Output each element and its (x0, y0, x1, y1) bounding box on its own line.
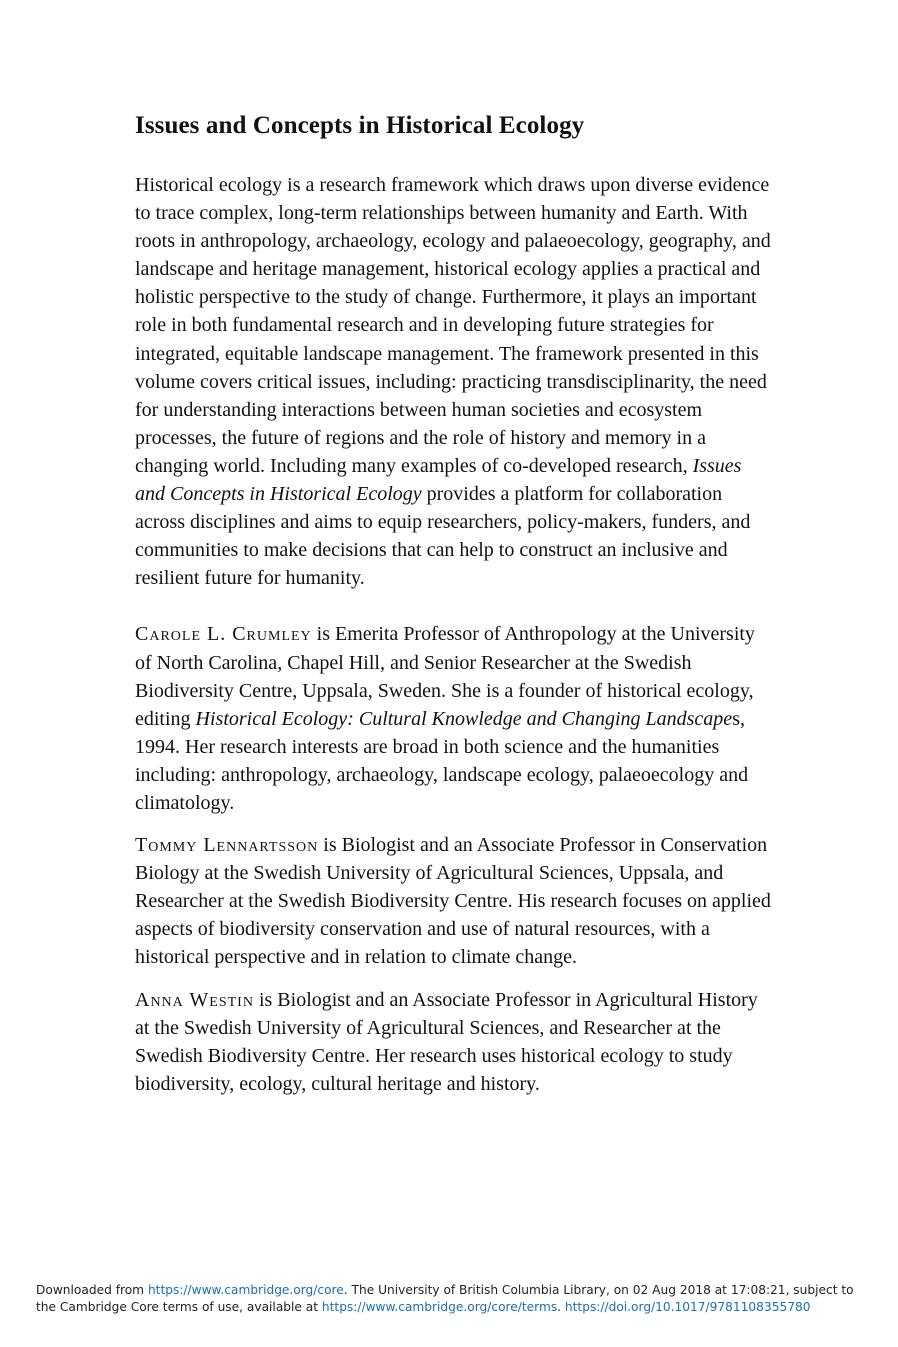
main-content (135, 112, 775, 1098)
author-name: Carole L. Crumley (135, 623, 312, 646)
book-title: Issues and Concepts in Historical Ecology (135, 112, 585, 139)
bio-text-start: is Emerita Professor of Anthropology at the University of North Carolina, Chapel Hill, and Senior Researcher at the Swedish Biodiversity Centre, Uppsala, Sweden. She is a founder of historical ecology, editing (135, 623, 755, 730)
author-bio-lennartsson (135, 831, 775, 971)
author-name: Tommy Lennartsson (135, 834, 319, 857)
book-description (135, 171, 775, 592)
description-text-end: provides a platform for collaboration across disciplines and aims to equip researchers, policy-makers, funders, and communities to make decisions that can help to construct an inclusive and resilient future for humanity. (135, 483, 751, 590)
footer-text-3: . (557, 1300, 565, 1314)
description-book-title-italic: Issues and Concepts in Historical Ecology (135, 454, 742, 506)
bio-text-end: s, 1994. Her research interests are broad in both science and the humanities including: anthropology, archaeology, landscape ecology, palaeoecology and climatology. (135, 707, 749, 814)
bio-book-title-italic: Historical Ecology: Cultural Knowledge and Changing Landscape (195, 707, 733, 730)
author-bio-crumley (135, 620, 775, 817)
cambridge-core-link[interactable]: https://www.cambridge.org/core (147, 1283, 344, 1297)
doi-link[interactable]: https://doi.org/10.1017/9781108355780 (564, 1300, 811, 1314)
author-bio-westin (135, 986, 775, 1098)
author-name: Anna Westin (135, 988, 254, 1011)
footer-text-1: Downloaded from (36, 1283, 148, 1297)
terms-link[interactable]: https://www.cambridge.org/core/terms (321, 1300, 558, 1314)
description-text-start: Historical ecology is a research framework which draws upon diverse evidence to trace complex, long-term relationships between humanity and Earth. With roots in anthropology, archaeology, ecology and palaeoecology, geography, and landscape and heritage management, historical ecology applies a practical and holistic perspective to the study of change. Furthermore, it plays an important role in both fundamental research and in developing future strategies for integrated, equitable landscape management. The framework presented in this volume covers critical issues, including: practicing transdisciplinarity, the need for understanding interactions between human societies and ecosystem processes, the future of regions and the role of history and memory in a changing world. Including many examples of co-developed research, (135, 174, 771, 477)
bio-text: is Biologist and an Associate Professor in Conservation Biology at the Swedish University of Agricultural Sciences, Uppsala, and Researcher at the Swedish Biodiversity Centre. His research focuses on applied aspects of biodiversity conservation and use of natural resources, with a historical perspective and in relation to climate change. (135, 834, 771, 969)
footer-text-2: . The University of British Columbia Library, on 02 Aug 2018 at 17:08:21, subject to the Cambridge Core terms of use, available at (36, 1283, 854, 1314)
bio-text: is Biologist and an Associate Professor in Agricultural History at the Swedish University of Agricultural Sciences, and Researcher at the Swedish Biodiversity Centre. Her research uses historical ecology to study biodiversity, ecology, cultural heritage and history. (135, 988, 758, 1095)
download-footer (36, 1282, 876, 1316)
